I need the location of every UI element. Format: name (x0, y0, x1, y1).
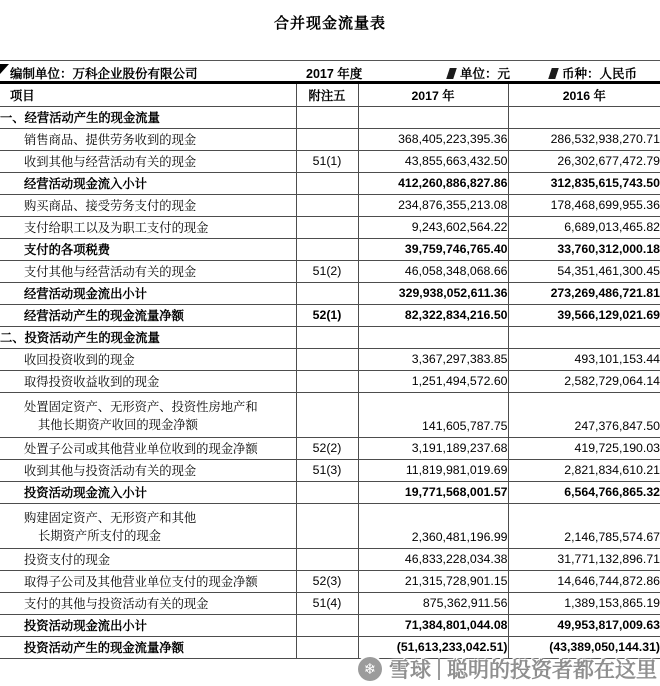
row-label: 经营活动产生的现金流量净额 (24, 309, 184, 323)
row-value-2017: 11,819,981,019.69 (358, 459, 508, 481)
row-value-2017: 412,260,886,827.86 (358, 172, 508, 194)
row-value-2017: 19,771,568,001.57 (358, 481, 508, 503)
cashflow-table (0, 84, 660, 659)
row-label: 投资支付的现金 (24, 553, 111, 567)
table-row (0, 548, 660, 570)
row-value-2017 (358, 326, 508, 348)
row-value-2016: 2,582,729,064.14 (508, 370, 660, 392)
table-row (0, 172, 660, 194)
report-period: 2017 年度 (306, 67, 363, 81)
row-note (296, 238, 358, 260)
row-note: 51(3) (296, 459, 358, 481)
row-note (296, 348, 358, 370)
row-label: 收回投资收到的现金 (24, 353, 135, 367)
row-label: 取得投资收益收到的现金 (24, 375, 160, 389)
row-note: 52(2) (296, 437, 358, 459)
row-value-2017: 21,315,728,901.15 (358, 570, 508, 592)
row-value-2016: 6,564,766,865.32 (508, 481, 660, 503)
row-value-2016: 273,269,486,721.81 (508, 282, 660, 304)
watermark-divider (438, 658, 440, 680)
row-value-2016: 49,953,817,009.63 (508, 614, 660, 636)
row-note: 51(4) (296, 592, 358, 614)
table-row (0, 437, 660, 459)
table-row (0, 392, 660, 437)
row-value-2016: 26,302,677,472.79 (508, 150, 660, 172)
row-note (296, 370, 358, 392)
row-value-2017: 141,605,787.75 (358, 392, 508, 437)
row-note: 52(3) (296, 570, 358, 592)
unit-text: 单位：元 (460, 67, 511, 81)
currency-label (550, 64, 637, 82)
row-value-2016: 178,468,699,955.36 (508, 194, 660, 216)
row-label: 投资活动现金流出小计 (24, 619, 147, 633)
row-note (296, 106, 358, 128)
row-label: 支付的其他与投资活动有关的现金 (24, 597, 209, 611)
row-note (296, 614, 358, 636)
row-label: 一、经营活动产生的现金流量 (0, 111, 160, 125)
col-header-item: 项目 (0, 84, 296, 106)
watermark-brand: 雪球 (389, 659, 431, 682)
row-value-2017: 71,384,801,044.08 (358, 614, 508, 636)
row-value-2016 (508, 106, 660, 128)
row-label: 经营活动现金流入小计 (24, 177, 147, 191)
table-row (0, 481, 660, 503)
row-label: 购建固定资产、无形资产和其他 (24, 510, 197, 525)
row-value-2016: 1,389,153,865.19 (508, 592, 660, 614)
snowball-logo-icon: ❄ (358, 657, 382, 681)
row-label: 投资活动现金流入小计 (24, 486, 147, 500)
table-row (0, 592, 660, 614)
row-label: 处置子公司或其他营业单位收到的现金净额 (24, 442, 258, 456)
table-row (0, 326, 660, 348)
watermark-slogan: 聪明的投资者都在这里 (447, 659, 657, 682)
col-header-2017: 2017 年 (358, 84, 508, 106)
row-note (296, 481, 358, 503)
table-row (0, 260, 660, 282)
row-note (296, 503, 358, 548)
row-note (296, 128, 358, 150)
row-note (296, 326, 358, 348)
row-value-2016: 286,532,938,270.71 (508, 128, 660, 150)
row-value-2016: 6,689,013,465.82 (508, 216, 660, 238)
row-value-2016: 14,646,744,872.86 (508, 570, 660, 592)
table-row (0, 570, 660, 592)
table-row (0, 503, 660, 548)
row-label: 二、投资活动产生的现金流量 (0, 331, 160, 345)
row-label-line2: 其他长期资产收回的现金净额 (38, 417, 198, 432)
col-header-2016: 2016 年 (508, 84, 660, 106)
row-value-2017: 368,405,223,395.36 (358, 128, 508, 150)
unit-marker-icon (446, 68, 457, 79)
row-value-2017: 46,833,228,034.38 (358, 548, 508, 570)
corner-marker-icon (0, 64, 9, 74)
row-value-2017: 82,322,834,216.50 (358, 304, 508, 326)
row-label: 取得子公司及其他营业单位支付的现金净额 (24, 575, 258, 589)
row-value-2016: 31,771,132,896.71 (508, 548, 660, 570)
col-header-note: 附注五 (296, 84, 358, 106)
row-value-2017 (358, 106, 508, 128)
row-value-2016: 247,376,847.50 (508, 392, 660, 437)
table-row (0, 106, 660, 128)
row-value-2017: 3,367,297,383.85 (358, 348, 508, 370)
page-title: 合并现金流量表 (273, 15, 386, 32)
row-value-2016 (508, 326, 660, 348)
row-note: 52(1) (296, 304, 358, 326)
row-value-2016: 2,821,834,610.21 (508, 459, 660, 481)
table-row (0, 194, 660, 216)
row-note (296, 548, 358, 570)
row-note (296, 282, 358, 304)
row-value-2016: 312,835,615,743.50 (508, 172, 660, 194)
row-value-2017: 3,191,189,237.68 (358, 437, 508, 459)
row-label: 经营活动现金流出小计 (24, 287, 147, 301)
table-row (0, 348, 660, 370)
prepared-by: 编制单位：万科企业股份有限公司 (10, 67, 198, 81)
row-value-2016: 33,760,312,000.18 (508, 238, 660, 260)
row-value-2017: 43,855,663,432.50 (358, 150, 508, 172)
currency-text: 币种：人民币 (562, 67, 638, 81)
watermark (358, 654, 657, 684)
table-row (0, 304, 660, 326)
row-label: 支付的各项税费 (24, 243, 111, 257)
table-row (0, 238, 660, 260)
row-value-2016: 419,725,190.03 (508, 437, 660, 459)
row-label: 收到其他与投资活动有关的现金 (24, 464, 197, 478)
table-row (0, 150, 660, 172)
table-row (0, 614, 660, 636)
row-note (296, 636, 358, 658)
row-value-2017: 875,362,911.56 (358, 592, 508, 614)
table-row (0, 282, 660, 304)
row-value-2016: 54,351,461,300.45 (508, 260, 660, 282)
row-value-2016: (43,389,050,144.31) (508, 636, 660, 658)
row-value-2016: 493,101,153.44 (508, 348, 660, 370)
table-row (0, 459, 660, 481)
row-note (296, 172, 358, 194)
meta-row (0, 60, 660, 84)
row-value-2016: 2,146,785,574.67 (508, 503, 660, 548)
row-value-2017: 9,243,602,564.22 (358, 216, 508, 238)
row-label: 销售商品、提供劳务收到的现金 (24, 133, 197, 147)
currency-marker-icon (548, 68, 559, 79)
row-value-2017: 39,759,746,765.40 (358, 238, 508, 260)
row-label: 处置固定资产、无形资产、投资性房地产和 (24, 399, 258, 414)
row-label: 收到其他与经营活动有关的现金 (24, 155, 197, 169)
table-row (0, 370, 660, 392)
row-note: 51(2) (296, 260, 358, 282)
row-label: 购买商品、接受劳务支付的现金 (24, 199, 197, 213)
table-row (0, 216, 660, 238)
unit-label (448, 64, 510, 82)
row-value-2017: 2,360,481,196.99 (358, 503, 508, 548)
row-value-2017: 46,058,348,068.66 (358, 260, 508, 282)
row-note: 51(1) (296, 150, 358, 172)
row-label-line2: 长期资产所支付的现金 (38, 528, 161, 543)
row-note (296, 216, 358, 238)
table-row (0, 128, 660, 150)
row-value-2017: 234,876,355,213.08 (358, 194, 508, 216)
row-value-2017: (51,613,233,042.51) (358, 636, 508, 658)
table-header-row (0, 84, 660, 106)
row-note (296, 392, 358, 437)
row-note (296, 194, 358, 216)
row-label: 投资活动产生的现金流量净额 (24, 641, 184, 655)
row-value-2017: 1,251,494,572.60 (358, 370, 508, 392)
row-label: 支付其他与经营活动有关的现金 (24, 265, 197, 279)
table-body (0, 106, 660, 658)
row-value-2016: 39,566,129,021.69 (508, 304, 660, 326)
row-value-2017: 329,938,052,611.36 (358, 282, 508, 304)
row-label: 支付给职工以及为职工支付的现金 (24, 221, 209, 235)
